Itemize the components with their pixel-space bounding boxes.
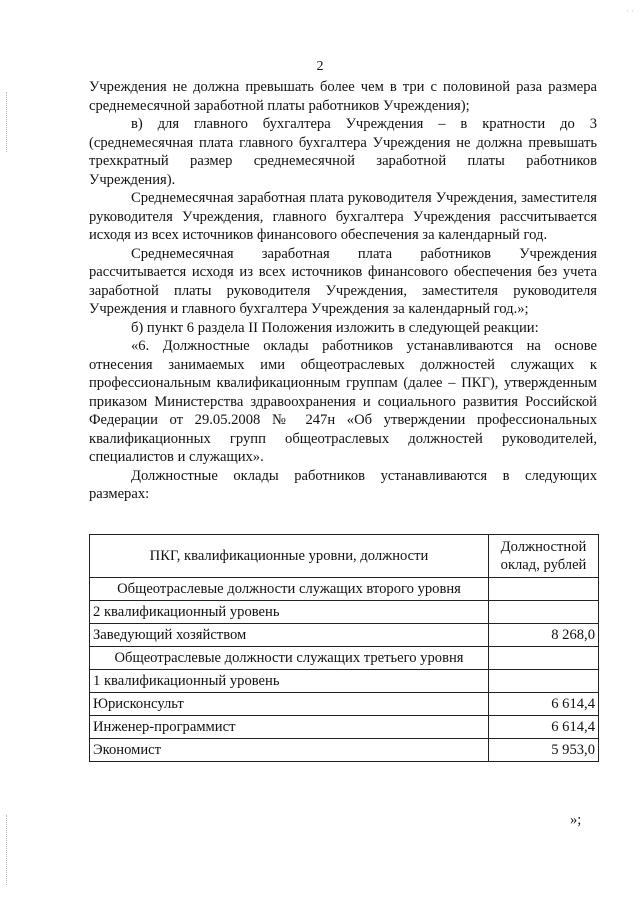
position-name: Экономист — [90, 739, 489, 762]
scan-margin-mark-bottom — [6, 815, 9, 885]
header-salary: Должностной оклад, рублей — [489, 535, 599, 578]
table-row — [90, 647, 599, 670]
group-name: Общеотраслевые должности служащих второго уровня — [90, 578, 489, 601]
paragraph-continuation: Учреждения не должна превышать более чем в три с половиной раза размера среднемесячной заработной платы работников Учреждения); — [89, 79, 597, 114]
table-row — [90, 716, 599, 739]
paragraph-salaries-intro: Должностные оклады работников устанавливаются в следующих размерах: — [89, 467, 597, 502]
qualification-level: 2 квалификационный уровень — [90, 601, 489, 624]
group-name: Общеотраслевые должности служащих третьего уровня — [90, 647, 489, 670]
scan-margin-mark-top — [6, 92, 9, 152]
salary-value — [489, 647, 599, 670]
paragraph-chief-accountant: в) для главного бухгалтера Учреждения – в кратности до 3 (среднемесячная плата главного бухгалтера Учреждения не должна превышать трехкратный размер среднемесячной заработной платы работников Учреждения). — [89, 116, 597, 188]
salary-table — [89, 534, 599, 762]
table-row — [90, 739, 599, 762]
position-name: Инженер-программист — [90, 716, 489, 739]
table-row — [90, 693, 599, 716]
document-body — [89, 78, 597, 504]
table-row — [90, 624, 599, 647]
closing-quote: »; — [570, 812, 582, 828]
paragraph-average-salary-employees: Среднемесячная заработная плата работников Учреждения рассчитывается исходя из всех источников финансового обеспечения без учета заработной платы руководителя Учреждения, заместителя руководителя Учреждения и главного бухгалтера Учреждения за календарный год.»; — [89, 245, 597, 317]
salary-value — [489, 578, 599, 601]
paragraph-average-salary-management: Среднемесячная заработная плата руководителя Учреждения, заместителя руководителя Учреждения, главного бухгалтера Учреждения рассчитывается исходя из всех источников финансового обеспечения за календарный год. — [89, 190, 597, 243]
table-row — [90, 578, 599, 601]
table-row — [90, 601, 599, 624]
position-name: Юрисконсульт — [90, 693, 489, 716]
salary-value: 6 614,4 — [489, 693, 599, 716]
page-number: 2 — [316, 59, 324, 74]
table-row — [90, 670, 599, 693]
salary-value: 8 268,0 — [489, 624, 599, 647]
paragraph-amendment-b: б) пункт 6 раздела II Положения изложить в следующей реакции: — [131, 319, 539, 336]
salary-value — [489, 670, 599, 693]
paragraph-clause-6: «6. Должностные оклады работников устанавливаются на основе отнесения занимаемых ими общеотраслевых должностей служащих к профессиональным квалификационным группам (далее – ПКГ), утвержденным приказом Министерства здравоохранения и социального развития Российской Федерации от 29.05.2008 № 247н «Об утверждении профессиональных квалификационных групп общеотраслевых должностей руководителей, специалистов и служащих». — [89, 338, 597, 465]
qualification-level: 1 квалификационный уровень — [90, 670, 489, 693]
table-header-row — [90, 535, 599, 578]
salary-value: 6 614,4 — [489, 716, 599, 739]
salary-value — [489, 601, 599, 624]
header-position: ПКГ, квалификационные уровни, должности — [90, 535, 489, 578]
salary-value: 5 953,0 — [489, 739, 599, 762]
scan-corner-mark: · · — [626, 6, 635, 16]
position-name: Заведующий хозяйством — [90, 624, 489, 647]
